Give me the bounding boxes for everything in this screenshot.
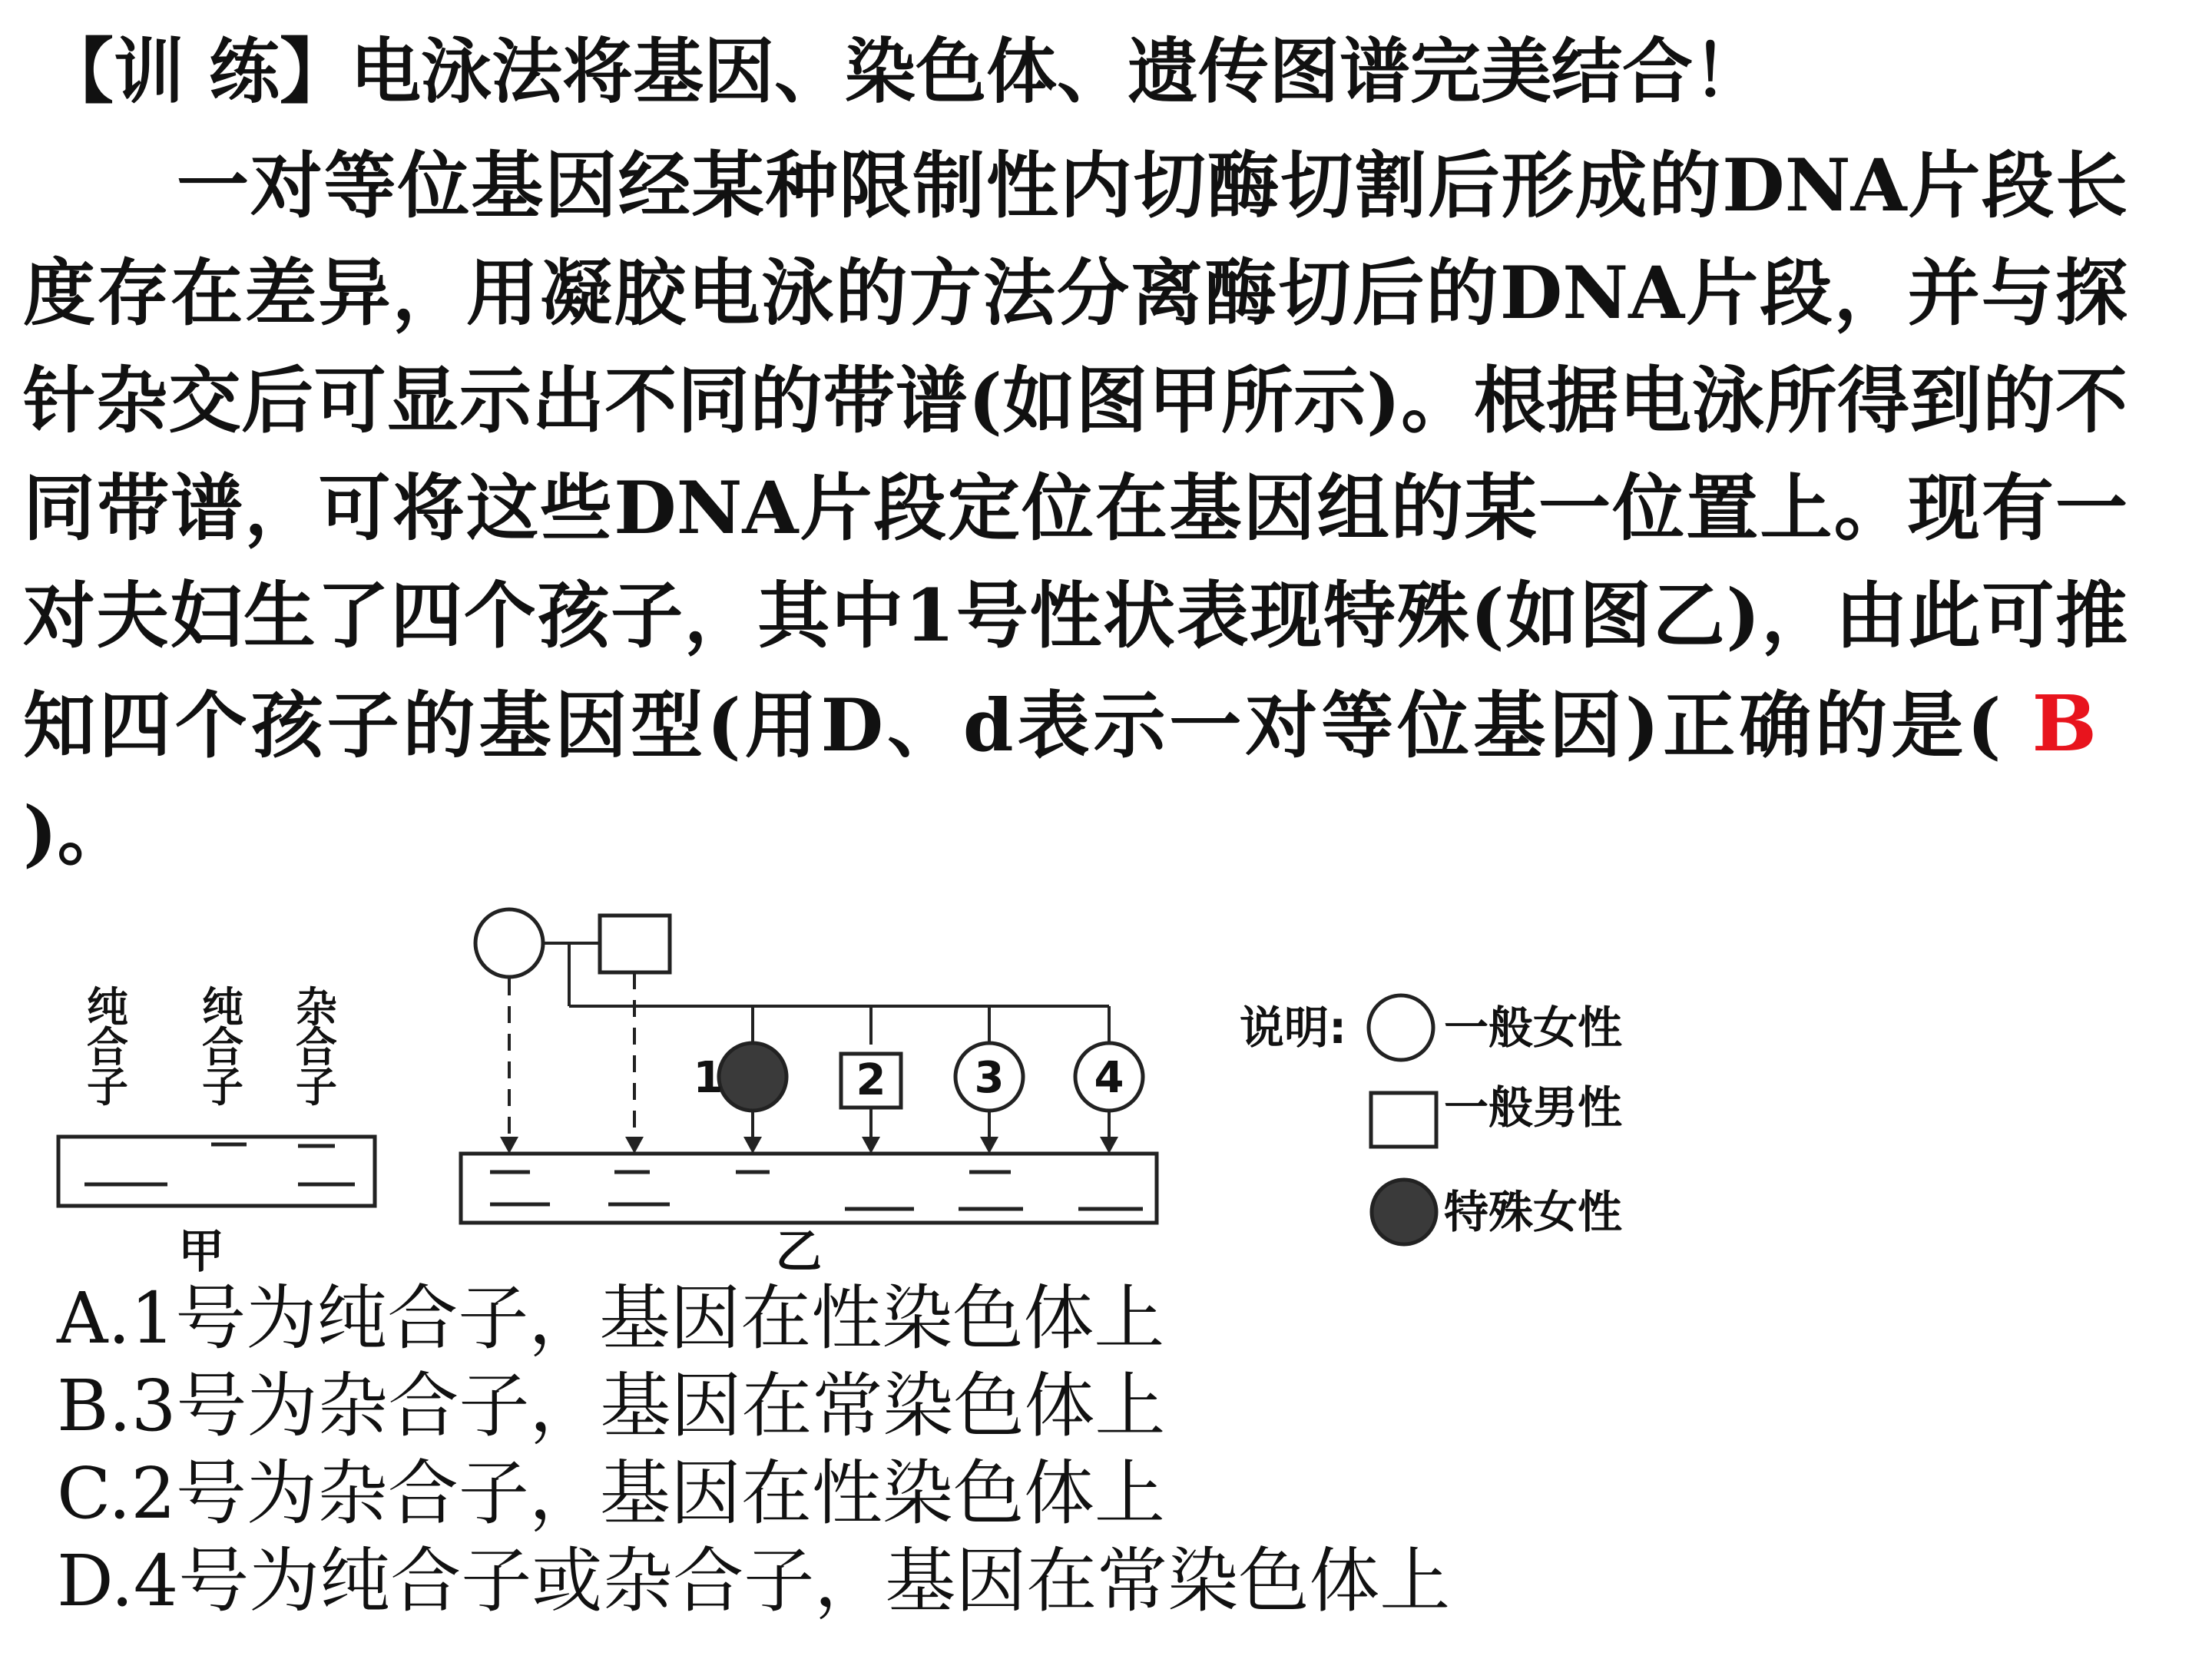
father-symbol	[600, 916, 670, 972]
option-a: A.1号为纯合子，基因在性染色体上	[57, 1277, 1165, 1359]
arrowhead	[625, 1137, 644, 1154]
jia-label-char: 纯	[202, 983, 243, 1031]
legend-male-icon	[1371, 1093, 1436, 1147]
legend-female-label: 一般女性	[1444, 1002, 1623, 1054]
option-b: B.3号为杂合子，基因在常染色体上	[57, 1365, 1166, 1447]
option-d: D.4号为纯合子或杂合子，基因在常染色体上	[57, 1540, 1451, 1622]
arrowhead	[1100, 1137, 1118, 1154]
genetics-figure	[0, 883, 2212, 1275]
jia-label-char: 合	[202, 1023, 243, 1071]
question-stem-end: )。	[23, 791, 130, 876]
gel-yi-box	[461, 1154, 1157, 1223]
jia-label-char: 子	[202, 1063, 243, 1111]
answer-mark: B	[2032, 678, 2097, 769]
child-2-number: 2	[856, 1055, 886, 1105]
jia-label-char: 子	[87, 1063, 128, 1111]
yi-caption: 乙	[776, 1225, 822, 1275]
jia-label-char: 子	[296, 1063, 337, 1111]
legend-special-female-label: 特殊女性	[1444, 1186, 1623, 1238]
jia-label-char: 合	[87, 1023, 128, 1071]
arrowhead	[743, 1137, 762, 1154]
gel-jia	[58, 1137, 375, 1206]
answer-options	[57, 1275, 1450, 1625]
jia-label-char: 合	[296, 1023, 337, 1071]
legend-male-label: 一般男性	[1444, 1081, 1623, 1134]
arrowhead	[500, 1137, 518, 1154]
jia-caption: 甲	[178, 1225, 224, 1275]
legend-special-female-icon	[1372, 1180, 1436, 1244]
child-1-symbol	[719, 1043, 786, 1111]
legend-title: 说明:	[1240, 1002, 1347, 1054]
question-text	[23, 132, 2128, 887]
child-1-number: 1	[693, 1053, 724, 1103]
pedigree-yi	[475, 909, 1143, 1141]
question-title: 【训 练】电泳法将基因、染色体、遗传图谱完美结合！	[43, 30, 1764, 113]
arrowhead	[862, 1137, 880, 1154]
jia-label-char: 杂	[296, 983, 337, 1031]
arrowhead	[980, 1137, 998, 1154]
gel-yi	[461, 1154, 1157, 1223]
option-c: C.2号为杂合子，基因在性染色体上	[57, 1452, 1165, 1535]
child-3-number: 3	[974, 1053, 1005, 1103]
jia-label-char: 纯	[87, 983, 128, 1031]
question-stem: 一对等位基因经某种限制性内切酶切割后形成的DNA片段长度存在差异，用凝胶电泳的方法分离酶切后的DNA片段，并与探针杂交后可显示出不同的带谱(如图甲所示)。根据电泳所得到的不同带谱，可将这些DNA片段定位在基因组的某一位置上。现有一对夫妇生了四个孩子，其中1号性状表现特殊(如图乙)，由此可推知四个孩子的基因型(用D、d表示一对等位基因)正确的是(	[23, 144, 2128, 768]
child-4-number: 4	[1094, 1053, 1124, 1103]
legend	[1369, 995, 1436, 1244]
legend-female-icon	[1369, 995, 1433, 1060]
mother-symbol	[475, 909, 543, 977]
